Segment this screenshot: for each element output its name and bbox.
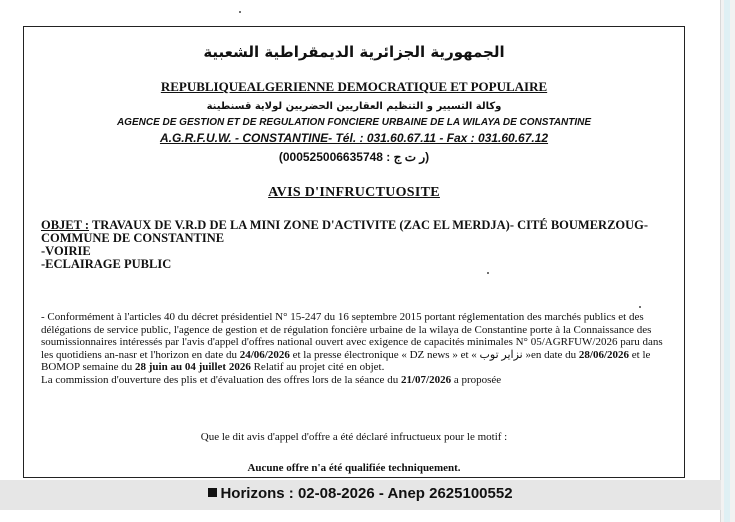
scan-speck <box>639 306 641 308</box>
scan-speck <box>239 11 241 13</box>
edge-strip <box>724 0 730 522</box>
objet-text: TRAVAUX DE V.R.D DE LA MINI ZONE D'ACTIVITE (ZAC EL MERDJA)- CITÉ BOUMERZOUG- COMMUNE DE CONSTANTINE <box>41 218 649 245</box>
objet-label: OBJET : <box>41 218 90 232</box>
contact-line <box>23 131 685 145</box>
motif-reason: Aucune offre n'a été qualifiée techniquement. <box>247 462 461 474</box>
date-electronic: 28/06/2026 <box>578 348 630 361</box>
bomop-week: 28 juin au 04 juillet 2026 <box>135 361 251 374</box>
notice-body <box>41 311 673 387</box>
arabic-agency-name: وكالة التسيير و التنظيم العقاريين الحضريين لولاية قسنطينة <box>206 101 502 112</box>
date-horizon: 24/06/2026 <box>239 348 290 361</box>
rc-number: (ر ت ج : 000525006635748) <box>278 150 430 164</box>
commission-text: La commission d'ouverture des plis et d'évaluation des offres lors de la séance du <box>41 373 401 386</box>
republic-title: REPUBLIQUEALGERIENNE DEMOCRATIQUE ET POPULAIRE <box>160 79 548 94</box>
body-part-1: - Conformément à l'articles 40 du décret présidentiel N° 15-247 du 16 septembre 2015 portant réglementation des marchés publics et des délégations de service public, l'agence de gestion et de régulation foncière urbaine de la wilaya de Constantine porte à la Connaissance des soumissionnaires intéressés par l'avis d'appel d'offres national ouvert avec exigence de capacités minimales N° 05/AGRFUW/2026 paru dans les quotidiens an-nasr et l'horizon en date du <box>41 311 663 361</box>
body-part-3: et le BOMOP semaine du <box>41 348 651 374</box>
objet-block <box>41 219 671 271</box>
lot-eclairage: -ECLAIRAGE PUBLIC <box>41 257 172 271</box>
contact-text: A.G.R.F.U.W. - CONSTANTINE- Tél. : 031.60.67.11 - Fax : 031.60.67.12 <box>159 131 549 145</box>
motif-line: Que le dit avis d'appel d'offre a été déclaré infructueux pour le motif : <box>200 431 508 443</box>
commission-end: a proposée <box>451 373 502 386</box>
arabic-republic-title: الجمهورية الجزائرية الديمقراطية الشعبية <box>203 43 505 61</box>
square-bullet-icon <box>208 488 217 497</box>
agency-name: AGENCE DE GESTION ET DE REGULATION FONCIERE URBAINE DE LA WILAYA DE CONSTANTINE <box>116 117 592 128</box>
session-date: 21/07/2026 <box>400 373 452 386</box>
footer-label: Horizons : 02-08-2026 - Anep 2625100552 <box>220 485 513 502</box>
body-part-4: Relatif au projet cité en objet. <box>250 361 385 374</box>
notice-title: AVIS D'INFRUCTUOSITE <box>268 185 440 200</box>
body-part-2: et la presse électronique « DZ news » et « نزاير توب »en date du <box>289 348 579 361</box>
scan-speck <box>487 272 489 274</box>
page-edge <box>720 0 735 522</box>
lot-voirie: -VOIRIE <box>41 244 91 258</box>
footer-publication <box>0 485 721 502</box>
